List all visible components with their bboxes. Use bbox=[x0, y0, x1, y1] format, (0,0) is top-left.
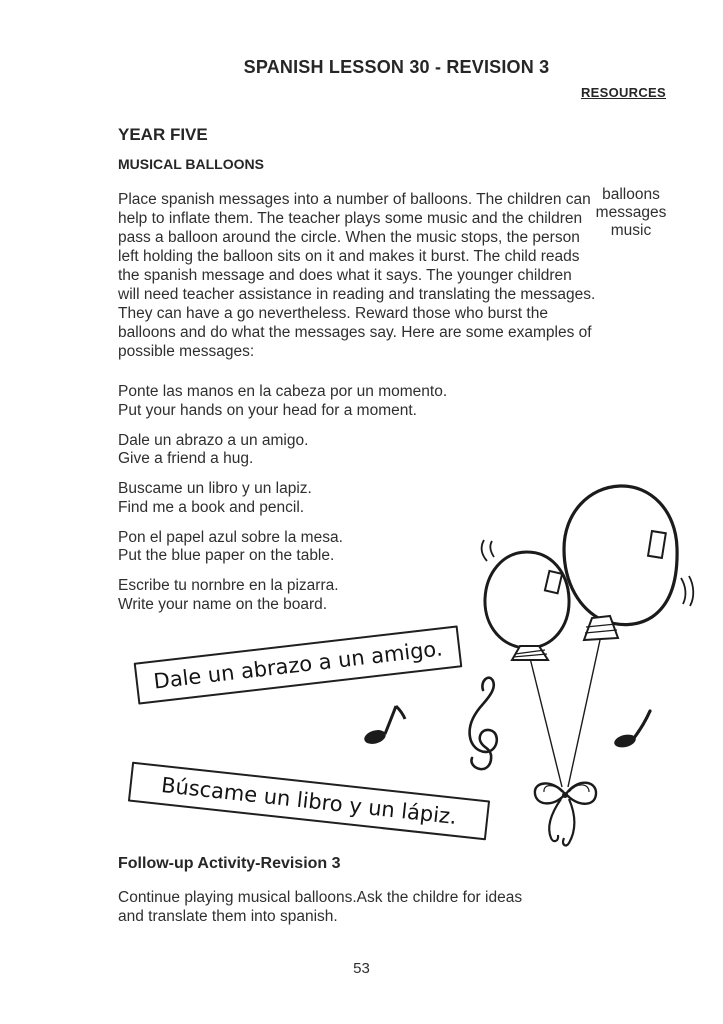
message-pair bbox=[118, 480, 447, 517]
handwritten-text: Búscame un libro y un lápiz. bbox=[160, 773, 458, 829]
resource-item: messages bbox=[595, 204, 667, 221]
small-balloon-icon bbox=[482, 540, 569, 660]
message-english: Put the blue paper on the table. bbox=[118, 547, 335, 564]
resource-item: music bbox=[610, 222, 652, 239]
message-english: Find me a book and pencil. bbox=[118, 498, 305, 516]
page-number: 53 bbox=[353, 960, 370, 977]
eighth-note-icon bbox=[363, 706, 405, 746]
resources-link[interactable]: RESOURCES bbox=[580, 85, 666, 100]
message-spanish: Pon el papel azul sobre la mesa. bbox=[118, 528, 343, 546]
treble-clef-icon bbox=[470, 678, 497, 769]
handwritten-message-box-1 bbox=[134, 625, 463, 704]
motion-lines bbox=[681, 576, 693, 606]
message-spanish: Escribe tu nornbre en la pizarra. bbox=[118, 577, 339, 594]
balloon-highlight bbox=[648, 531, 666, 558]
message-pair bbox=[118, 383, 447, 420]
message-examples bbox=[118, 383, 447, 626]
resource-item: balloons bbox=[602, 186, 660, 203]
message-english: Put your hands on your head for a moment. bbox=[118, 401, 417, 419]
message-spanish: Ponte las manos en la cabeza por un momento. bbox=[118, 383, 448, 400]
intro-paragraph: Place spanish messages into a number of balloons. The children can help to inflate them. The teacher plays some music and the children pass a balloon around the circle. When the music stops, the person left holding the balloon sits on it and makes it burst. The child reads the spanish message and does what it says. The younger children will need teacher assistance in reading and translating the messages. They can have a go nevertheless. Reward those who burst the balloons and do what the messages say. Here are some examples of possible messages: bbox=[118, 191, 596, 360]
handwritten-message-box-2 bbox=[128, 762, 490, 841]
message-english: Give a friend a hug. bbox=[118, 450, 254, 467]
message-spanish: Dale un abrazo a un amigo. bbox=[118, 431, 309, 449]
page-title: SPANISH LESSON 30 - REVISION 3 bbox=[243, 57, 550, 77]
quarter-note-icon bbox=[613, 711, 650, 749]
message-spanish: Buscame un libro y un lapiz. bbox=[118, 480, 312, 497]
handwritten-text: Dale un abrazo a un amigo. bbox=[152, 636, 444, 694]
message-english: Write your name on the board. bbox=[118, 595, 328, 613]
motion-lines bbox=[482, 540, 494, 561]
balloon-strings bbox=[530, 640, 600, 787]
message-pair bbox=[118, 529, 447, 566]
resource-list bbox=[592, 186, 670, 240]
ribbon-bow-icon bbox=[535, 783, 596, 846]
large-balloon-icon bbox=[564, 486, 693, 640]
message-pair bbox=[118, 432, 447, 469]
balloon-highlight bbox=[545, 571, 562, 593]
followup-paragraph: Continue playing musical balloons.Ask the childre for ideas and translate them into spanish. bbox=[118, 889, 523, 925]
message-pair bbox=[118, 577, 447, 614]
year-heading: YEAR FIVE bbox=[118, 125, 208, 144]
activity-heading: MUSICAL BALLOONS bbox=[118, 156, 264, 172]
followup-heading: Follow-up Activity-Revision 3 bbox=[118, 855, 341, 872]
